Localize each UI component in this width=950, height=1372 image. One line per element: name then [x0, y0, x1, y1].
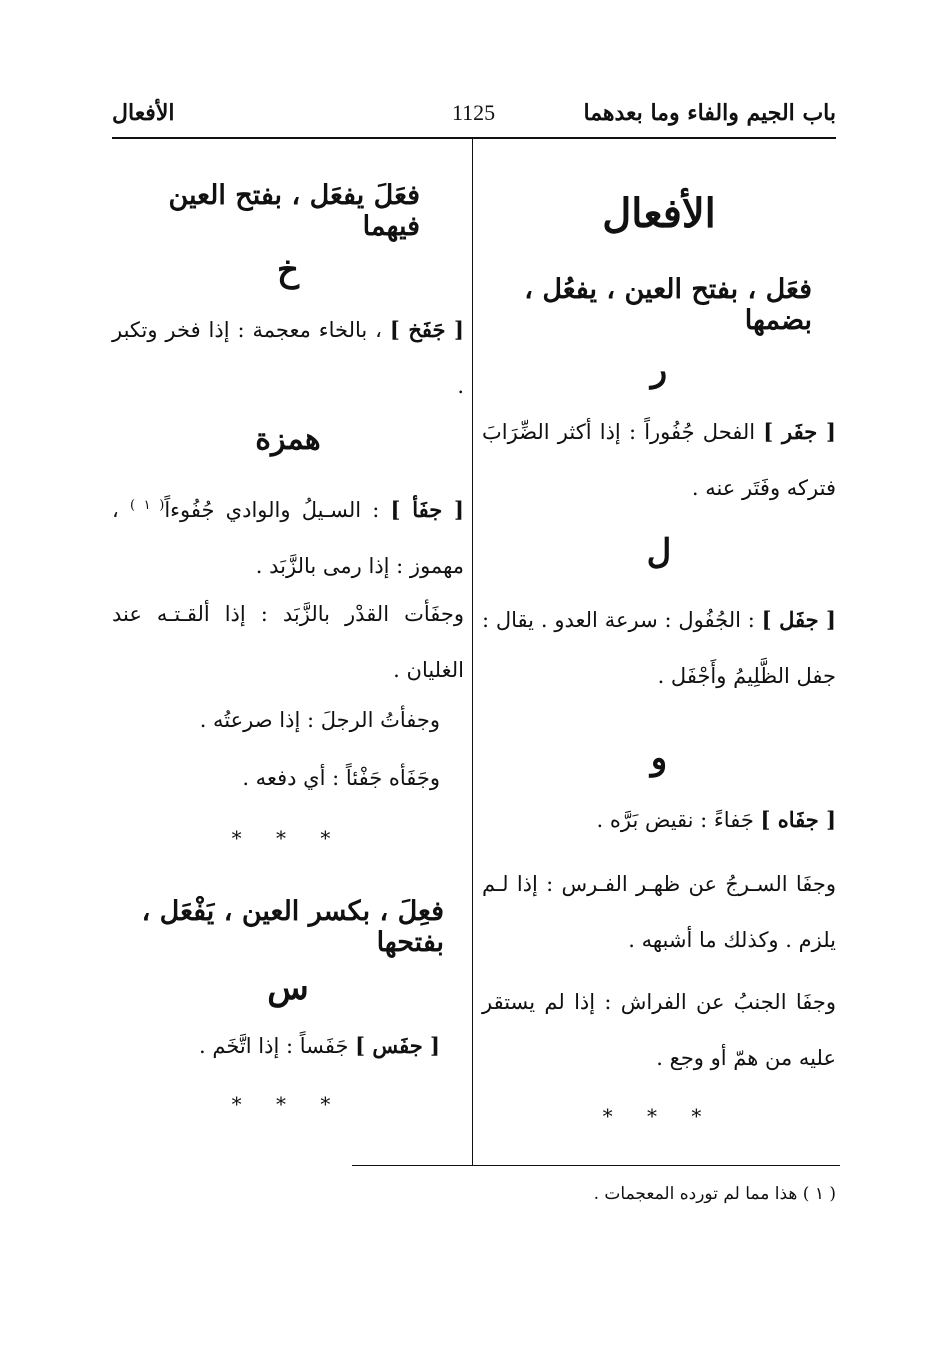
entry-jafaa — [112, 478, 464, 594]
section-separator: * * * — [602, 1104, 716, 1128]
section-title: فعَل ، بفتح العين ، يفعُل ، بضمها — [524, 274, 812, 336]
headword: [ جَفَخ ] — [389, 317, 464, 342]
paragraph-dafaa: وجَفَأه جَفْئاً : أي دفعه . — [242, 766, 440, 790]
paragraph-jafa-janb: وجفَا الجنبُ عن الفراش : إذا لم يستقر عليه من همّ أو وجع . — [482, 990, 836, 1070]
entry-jafa — [482, 792, 836, 848]
headword: [ جفَل ] — [761, 607, 836, 632]
main-title: الأفعال — [602, 190, 716, 237]
page-number: 1125 — [452, 100, 496, 125]
entry-jafal — [482, 592, 836, 704]
section-separator-1: * * * — [231, 826, 345, 850]
letter-heading-lam: ل — [646, 532, 672, 572]
entry-text: : الجُفُول : سرعة العدو . يقال : جفل الظَّلِيمُ وأَجْفَل . — [482, 608, 836, 688]
entry-jafar — [482, 404, 836, 516]
page-header — [112, 100, 836, 140]
section-running-title: الأفعال — [112, 100, 175, 126]
header-rule — [112, 137, 836, 139]
section-separator-2: * * * — [231, 1092, 345, 1116]
headword: [ جفَأ ] — [390, 497, 464, 522]
column-divider — [472, 139, 473, 1165]
section-title-2: فعِلَ ، بكسر العين ، يَفْعَل ، بفتحها — [141, 896, 444, 958]
entry-jafas — [112, 1018, 440, 1074]
headword: [ جفَاه ] — [760, 807, 836, 832]
entry-jafakh — [112, 302, 464, 414]
footnote-reference: ( ١ ) — [129, 498, 165, 513]
letter-heading-kha: خ — [277, 250, 299, 290]
entry-text: جَفاءً : نقيض بَرَّه . — [596, 808, 761, 832]
headword: [ جفَس ] — [355, 1033, 440, 1058]
letter-heading-waw: و — [650, 738, 668, 778]
entry-text: : السـيلُ والوادي جُفُوءاً — [164, 498, 391, 522]
paragraph-jafa-sarj: وجفَا السـرجُ عن ظهـر الفـرس : إذا لـم يلزم . وكذلك ما أشبهه . — [482, 872, 836, 952]
entry-text: الفحل جُفُوراً : إذا أكثر الضِّرَابَ فتركه وفَتَر عنه . — [482, 420, 836, 500]
entry-text: جَفَساً : إذا اتَّخَم . — [199, 1034, 356, 1058]
headword: [ جفَر ] — [763, 419, 836, 444]
entry-text-continued: ، مهموز : إذا رمى بالزَّبَد . — [112, 498, 464, 578]
section-title-1: فعَلَ يفعَل ، بفتح العين فيهما — [168, 180, 420, 242]
entry-text: ، بالخاء معجمة : إذا فخر وتكبر . — [112, 318, 464, 398]
footnote-rule — [352, 1165, 840, 1166]
letter-heading-sin: س — [267, 968, 309, 1008]
footnote: ( ١ ) هذا مما لم تورده المعجمات . — [593, 1184, 836, 1204]
chapter-title: باب الجيم والفاء وما بعدهما — [583, 100, 836, 126]
paragraph-rajul: وجفأتُ الرجلَ : إذا صرعتُه . — [199, 708, 440, 732]
letter-heading-ra: ر — [650, 350, 668, 390]
letter-heading-hamza: همزة — [255, 422, 321, 457]
paragraph-qidr: وجفَأت القدْر بالزَّبَد : إذا ألقـتـه عند الغليان . — [112, 602, 464, 682]
